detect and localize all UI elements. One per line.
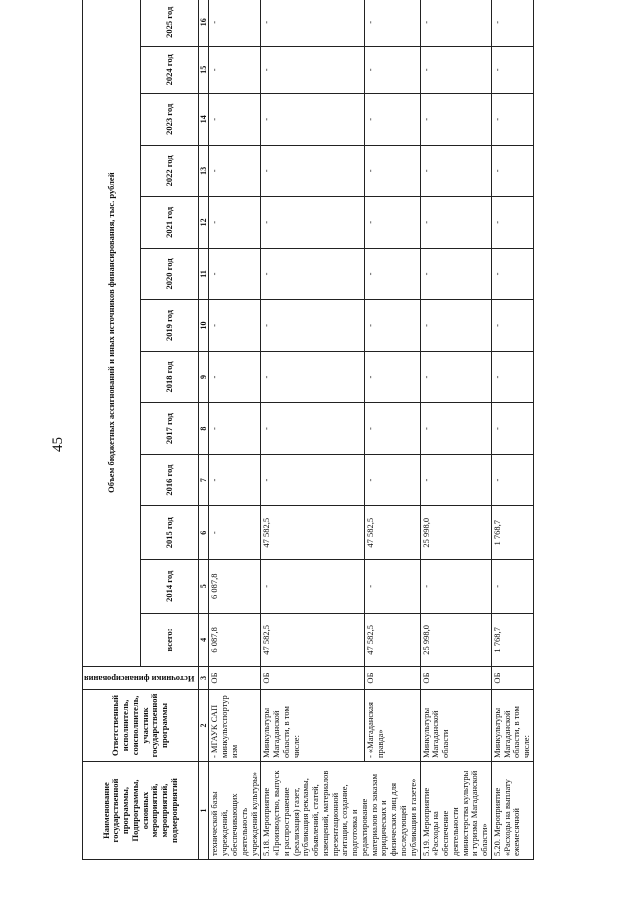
column-number: 10 bbox=[199, 300, 209, 352]
year-header: 2017 год bbox=[141, 403, 199, 455]
row-value: 25 998,0 bbox=[420, 613, 491, 667]
row-value: - bbox=[209, 94, 261, 146]
row-source: ОБ bbox=[420, 667, 491, 690]
row-source: ОБ bbox=[364, 667, 420, 690]
year-header: 2025 год bbox=[141, 0, 199, 46]
column-number: 2 bbox=[199, 689, 209, 761]
row-value: - bbox=[364, 197, 420, 249]
row-responsible: Минкультуры Магаданской области bbox=[420, 689, 491, 761]
row-value: - bbox=[209, 300, 261, 352]
table-row bbox=[420, 0, 491, 860]
row-value: - bbox=[261, 94, 365, 146]
row-value: - bbox=[491, 559, 533, 613]
rotated-page bbox=[14, 0, 640, 890]
row-value: 25 998,0 bbox=[420, 506, 491, 560]
year-header: 2023 год bbox=[141, 94, 199, 146]
year-header: 2024 год bbox=[141, 46, 199, 93]
row-value: - bbox=[364, 248, 420, 300]
year-header: 2018 год bbox=[141, 351, 199, 403]
year-header: 2022 год bbox=[141, 145, 199, 197]
row-value: - bbox=[261, 0, 365, 46]
row-value: - bbox=[209, 46, 261, 93]
row-value: 6 087,8 bbox=[209, 613, 261, 667]
row-value: - bbox=[209, 403, 261, 455]
row-value: - bbox=[261, 559, 365, 613]
row-value: - bbox=[420, 94, 491, 146]
funding-group-header: Объем бюджетных ассигнований и иных источников финансирования, тыс. рублей bbox=[83, 0, 141, 667]
row-value: - bbox=[261, 46, 365, 93]
row-value: - bbox=[491, 145, 533, 197]
page-number: 45 bbox=[50, 437, 66, 452]
year-header: 2016 год bbox=[141, 454, 199, 506]
row-value: - bbox=[261, 454, 365, 506]
row-responsible: Минкультуры Магаданской области, в том числе: bbox=[261, 689, 365, 761]
year-header: 2014 год bbox=[141, 559, 199, 613]
row-source: ОБ bbox=[491, 667, 533, 690]
row-value: - bbox=[420, 300, 491, 352]
year-header: всего: bbox=[141, 613, 199, 667]
column-number-row bbox=[199, 0, 209, 860]
row-value: 47 582,5 bbox=[261, 506, 365, 560]
row-value: - bbox=[209, 145, 261, 197]
row-name: 5.18. Мероприятие «Производство, выпуск и распространение (реализация) газет, публикация рекламы, объявлений, статей, извещений, материалов презентационной агитации, создание, подготовка и редактирование материалов по заказам юридических и физических лиц для последующей публикации в газете» bbox=[261, 762, 420, 860]
row-value: - bbox=[261, 300, 365, 352]
table-row bbox=[491, 0, 533, 860]
row-source: ОБ bbox=[209, 667, 261, 690]
table-row bbox=[209, 0, 261, 860]
row-value: - bbox=[491, 454, 533, 506]
column-number: 3 bbox=[199, 667, 209, 690]
row-value: - bbox=[364, 145, 420, 197]
column-number: 11 bbox=[199, 248, 209, 300]
row-value: - bbox=[491, 197, 533, 249]
row-value: 47 582,5 bbox=[261, 613, 365, 667]
row-value: - bbox=[491, 0, 533, 46]
col-resp-header: Ответственный исполнитель, соисполнитель, участник государственной программы bbox=[83, 689, 199, 761]
row-value: - bbox=[420, 559, 491, 613]
column-number: 12 bbox=[199, 197, 209, 249]
column-number: 13 bbox=[199, 145, 209, 197]
column-number: 4 bbox=[199, 613, 209, 667]
row-value: - bbox=[209, 454, 261, 506]
row-value: - bbox=[209, 506, 261, 560]
year-header: 2020 год bbox=[141, 248, 199, 300]
col-source-header: Источники финансирования bbox=[83, 667, 199, 690]
row-value: - bbox=[420, 454, 491, 506]
row-value: 1 768,7 bbox=[491, 506, 533, 560]
column-number: 6 bbox=[199, 506, 209, 560]
row-value: - bbox=[209, 0, 261, 46]
row-value: - bbox=[491, 300, 533, 352]
row-value: - bbox=[420, 351, 491, 403]
row-value: - bbox=[364, 0, 420, 46]
row-value: - bbox=[261, 145, 365, 197]
col-name-header: Наименование государственной программы, Подпрограммы, основных мероприятий, мероприятий, подмероприятий bbox=[83, 762, 199, 860]
row-responsible: - МГАУК САП минкультспортур изм bbox=[209, 689, 261, 761]
row-value: 1 768,7 bbox=[491, 613, 533, 667]
row-value: - bbox=[420, 0, 491, 46]
funding-table bbox=[82, 0, 534, 860]
table-subrow bbox=[364, 0, 420, 860]
row-source: ОБ bbox=[261, 667, 365, 690]
column-number: 7 bbox=[199, 454, 209, 506]
row-responsible: Минкультуры Магаданской области, в том числе: bbox=[491, 689, 533, 761]
row-value: - bbox=[364, 559, 420, 613]
row-name: технической базы учреждений, обеспечивающих деятельность учреждений культуры» bbox=[209, 762, 261, 860]
row-value: - bbox=[491, 94, 533, 146]
row-value: - bbox=[261, 403, 365, 455]
row-value: - bbox=[491, 248, 533, 300]
table-body bbox=[209, 0, 534, 860]
row-value: - bbox=[420, 46, 491, 93]
row-value: - bbox=[420, 403, 491, 455]
row-value: - bbox=[364, 454, 420, 506]
year-header: 2019 год bbox=[141, 300, 199, 352]
row-value: - bbox=[209, 248, 261, 300]
row-value: - bbox=[209, 351, 261, 403]
row-value: - bbox=[261, 248, 365, 300]
row-name: 5.19. Мероприятие «Расходы на обеспечение деятельности министерства культуры и туризма Магаданской области» bbox=[420, 762, 491, 860]
row-value: - bbox=[364, 300, 420, 352]
row-value: - bbox=[491, 351, 533, 403]
row-value: - bbox=[364, 403, 420, 455]
row-value: - bbox=[420, 248, 491, 300]
column-number: 1 bbox=[199, 762, 209, 860]
row-value: - bbox=[420, 197, 491, 249]
table-row bbox=[261, 0, 365, 860]
row-value: - bbox=[364, 46, 420, 93]
row-value: - bbox=[209, 197, 261, 249]
column-number: 5 bbox=[199, 559, 209, 613]
row-value: - bbox=[420, 145, 491, 197]
column-number: 9 bbox=[199, 351, 209, 403]
row-value: - bbox=[364, 94, 420, 146]
row-value: - bbox=[261, 351, 365, 403]
row-value: 6 087,8 bbox=[209, 559, 261, 613]
column-number: 8 bbox=[199, 403, 209, 455]
row-value: - bbox=[491, 46, 533, 93]
column-number: 16 bbox=[199, 0, 209, 46]
header-row-1 bbox=[83, 0, 141, 860]
row-value: 47 582,5 bbox=[364, 506, 420, 560]
column-number: 15 bbox=[199, 46, 209, 93]
column-number: 14 bbox=[199, 94, 209, 146]
row-value: 47 582,5 bbox=[364, 613, 420, 667]
row-value: - bbox=[364, 351, 420, 403]
year-header: 2015 год bbox=[141, 506, 199, 560]
row-value: - bbox=[491, 403, 533, 455]
row-value: - bbox=[261, 197, 365, 249]
row-name: 5.20. Мероприятие «Расходы на выплату ежемесячной bbox=[491, 762, 533, 860]
year-header: 2021 год bbox=[141, 197, 199, 249]
row-responsible: - «Магаданская правда» bbox=[364, 689, 420, 761]
